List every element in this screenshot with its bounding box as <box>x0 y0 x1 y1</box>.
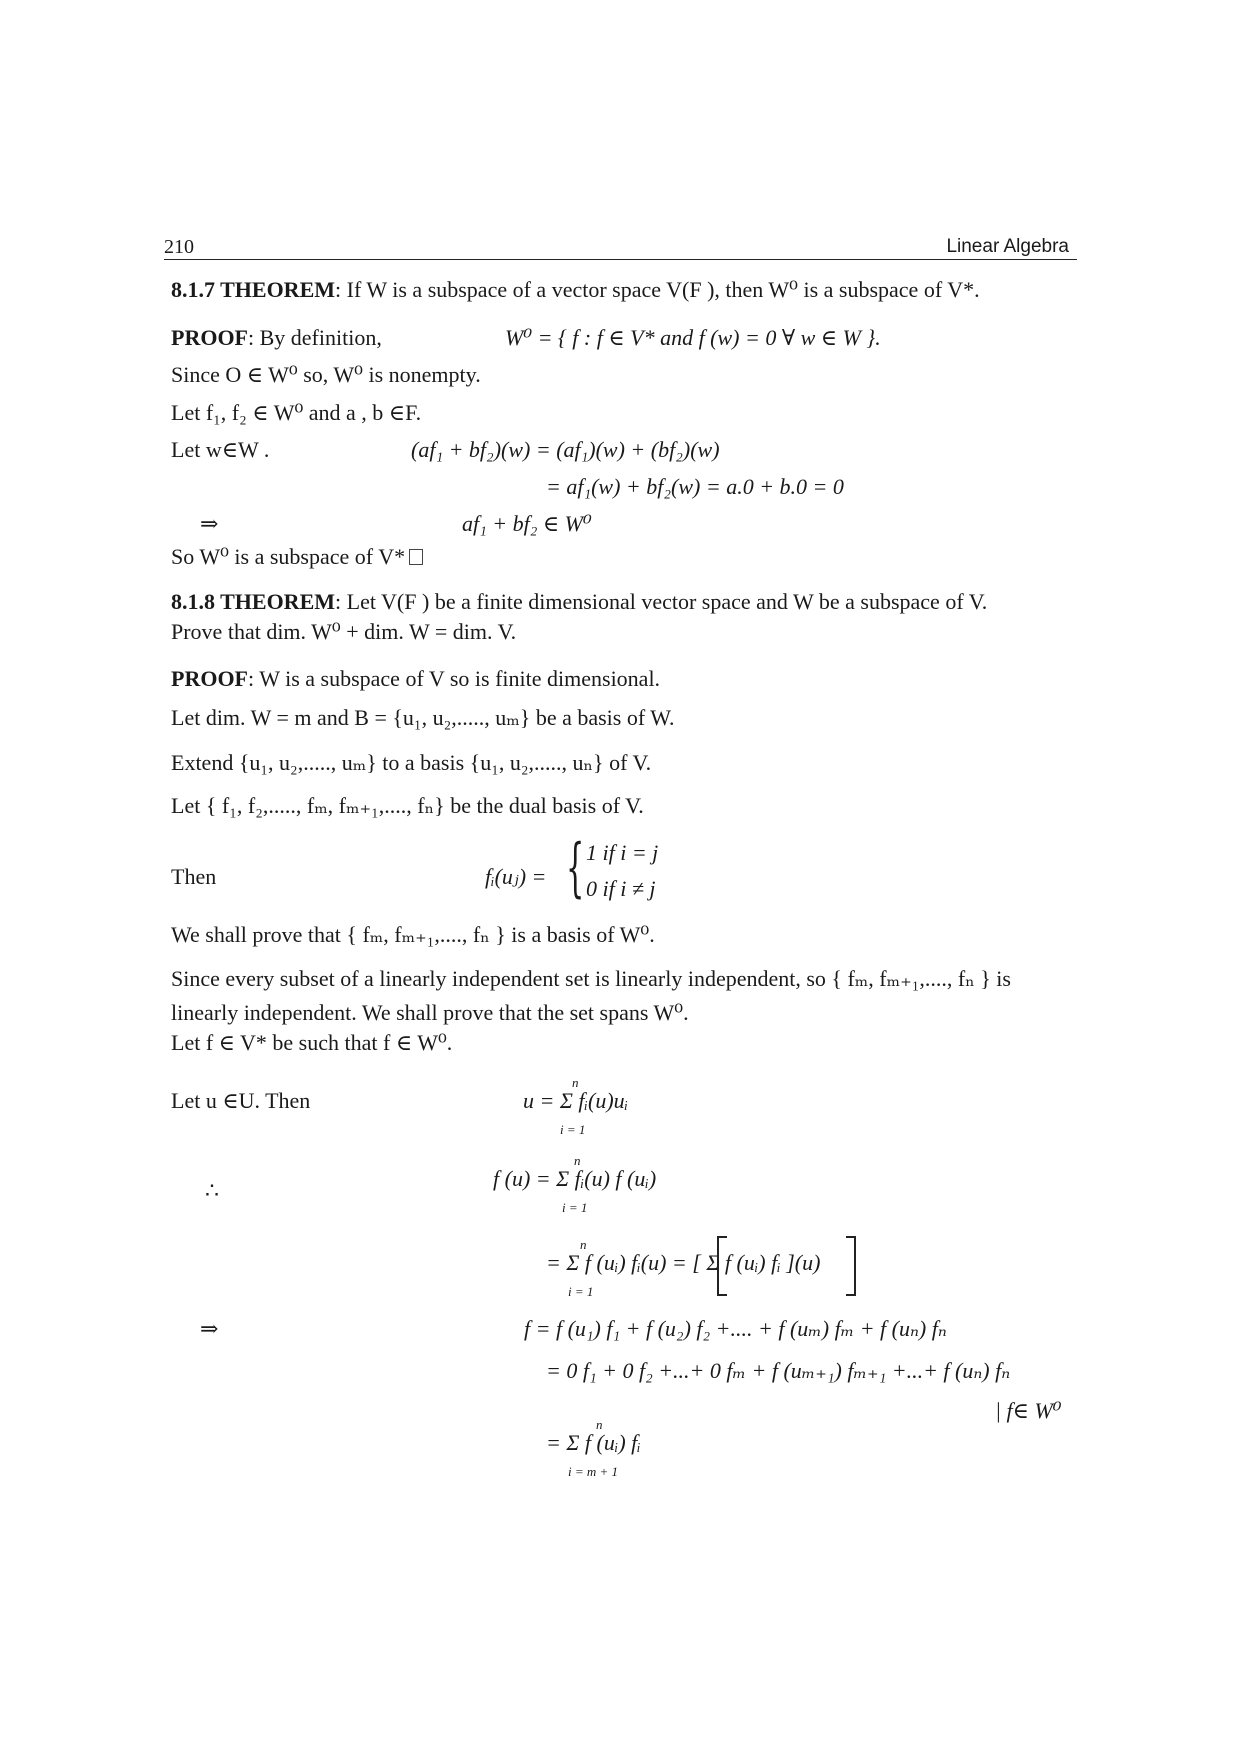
sum-upper-n-4: n <box>596 1417 603 1432</box>
line-since-1: Since every subset of a linearly independent set is linearly independent, so { fₘ, fₘ₊₁,...., fₙ } is <box>171 966 1011 991</box>
equation-f-final: = Σ f (uᵢ) fᵢ <box>546 1430 641 1455</box>
equation-linear-2: = af₁(w) + bf₂(w) = a.0 + b.0 = 0 <box>546 474 844 499</box>
line-since-2: linearly independent. We shall prove that the set spans W⁰. <box>171 1000 689 1025</box>
left-square-bracket <box>717 1236 727 1296</box>
theorem-818 <box>171 589 987 615</box>
sum-lower-i1-3: i = 1 <box>568 1284 594 1299</box>
page-number: 210 <box>164 236 194 258</box>
theorem-817 <box>171 277 980 303</box>
right-square-bracket <box>846 1236 856 1296</box>
case-not-equal: 0 if i ≠ j <box>586 876 656 901</box>
line-dual-basis: Let { f₁, f₂,....., fₘ, fₘ₊₁,...., fₙ} be the dual basis of V. <box>171 793 644 818</box>
sum-lower-i1-2: i = 1 <box>562 1200 588 1215</box>
header-rule <box>164 259 1077 260</box>
theorem-817-statement: : If W is a subspace of a vector space V(F ), then W⁰ is a subspace of V*. <box>335 277 980 302</box>
sum-lower-m1: i = m + 1 <box>568 1464 619 1479</box>
proof-line-let-w: Let w∈W . <box>171 437 270 462</box>
sum-lower-i1: i = 1 <box>560 1122 586 1137</box>
sum-upper-n-2: n <box>574 1153 581 1168</box>
equation-f-zero-terms: = 0 f₁ + 0 f₂ +...+ 0 fₘ + f (uₘ₊₁) fₘ₊₁ +...+ f (uₙ) fₙ <box>546 1358 1011 1383</box>
proof-conclusion <box>171 544 423 570</box>
equation-linear-1: (af₁ + bf₂)(w) = (af₁)(w) + (bf₂)(w) <box>411 437 720 462</box>
theorem-817-label: 8.1.7 THEOREM <box>171 277 336 302</box>
line-let-f-in-W0: Let f ∈ V* be such that f ∈ W⁰. <box>171 1030 453 1055</box>
equation-member: af₁ + bf₂ ∈ W⁰ <box>462 511 592 536</box>
case-equal: 1 if i = j <box>586 840 659 865</box>
proof-817-start <box>171 325 382 351</box>
therefore-symbol: ∴ <box>205 1178 219 1203</box>
equation-f-expansion: f = f (u₁) f₁ + f (u₂) f₂ +.... + f (uₘ) fₘ + f (uₙ) fₙ <box>524 1316 947 1341</box>
sum-upper-n-3: n <box>580 1237 587 1252</box>
proof-label-2: PROOF <box>171 666 248 691</box>
proof-818-start <box>171 666 660 692</box>
theorem-818-statement-2: Prove that dim. W⁰ + dim. W = dim. V. <box>171 619 517 644</box>
sum-upper-n: n <box>572 1075 579 1090</box>
left-brace: { <box>566 831 585 905</box>
annihilator-definition: W⁰ = { f : f ∈ V* and f (w) = 0 ∀ w ∈ W }. <box>505 325 881 350</box>
line-let-u: Let u ∈U. Then <box>171 1088 311 1113</box>
then-label: Then <box>171 864 217 889</box>
proof-818-text: : W is a subspace of V so is finite dimensional. <box>248 666 661 691</box>
proof-line-let-f: Let f₁, f₂ ∈ W⁰ and a , b ∈F. <box>171 400 422 425</box>
equation-bracket: = Σ f (uᵢ) fᵢ(u) = [ Σ f (uᵢ) fᵢ ](u) <box>546 1250 821 1275</box>
side-note-f-in-W0: | f∈ W⁰ <box>995 1398 1062 1423</box>
theorem-818-label: 8.1.8 THEOREM <box>171 589 336 614</box>
line-basis-W: Let dim. W = m and B = {u₁, u₂,....., uₘ} be a basis of W. <box>171 705 675 730</box>
implies-arrow-2: ⇒ <box>200 1316 219 1341</box>
implies-arrow: ⇒ <box>200 511 219 536</box>
proof-def-text: : By definition, <box>248 325 382 350</box>
proof-line-nonempty: Since O ∈ W⁰ so, W⁰ is nonempty. <box>171 362 481 387</box>
qed-box-icon <box>409 549 423 565</box>
dual-basis-definition: fᵢ(uⱼ) = <box>485 864 547 889</box>
proof-label: PROOF <box>171 325 248 350</box>
equation-u-expansion: u = Σ fᵢ(u)uᵢ <box>523 1088 629 1113</box>
conclusion-text: So W⁰ is a subspace of V* <box>171 544 406 569</box>
running-title: Linear Algebra <box>946 236 1069 257</box>
equation-f-of-u: f (u) = Σ fᵢ(u) f (uᵢ) <box>493 1166 657 1191</box>
line-we-prove: We shall prove that { fₘ, fₘ₊₁,...., fₙ } is a basis of W⁰. <box>171 922 655 947</box>
theorem-818-statement-1: : Let V(F ) be a finite dimensional vector space and W be a subspace of V. <box>335 589 988 614</box>
line-extend-basis: Extend {u₁, u₂,....., uₘ} to a basis {u₁, u₂,....., uₙ} of V. <box>171 750 652 775</box>
